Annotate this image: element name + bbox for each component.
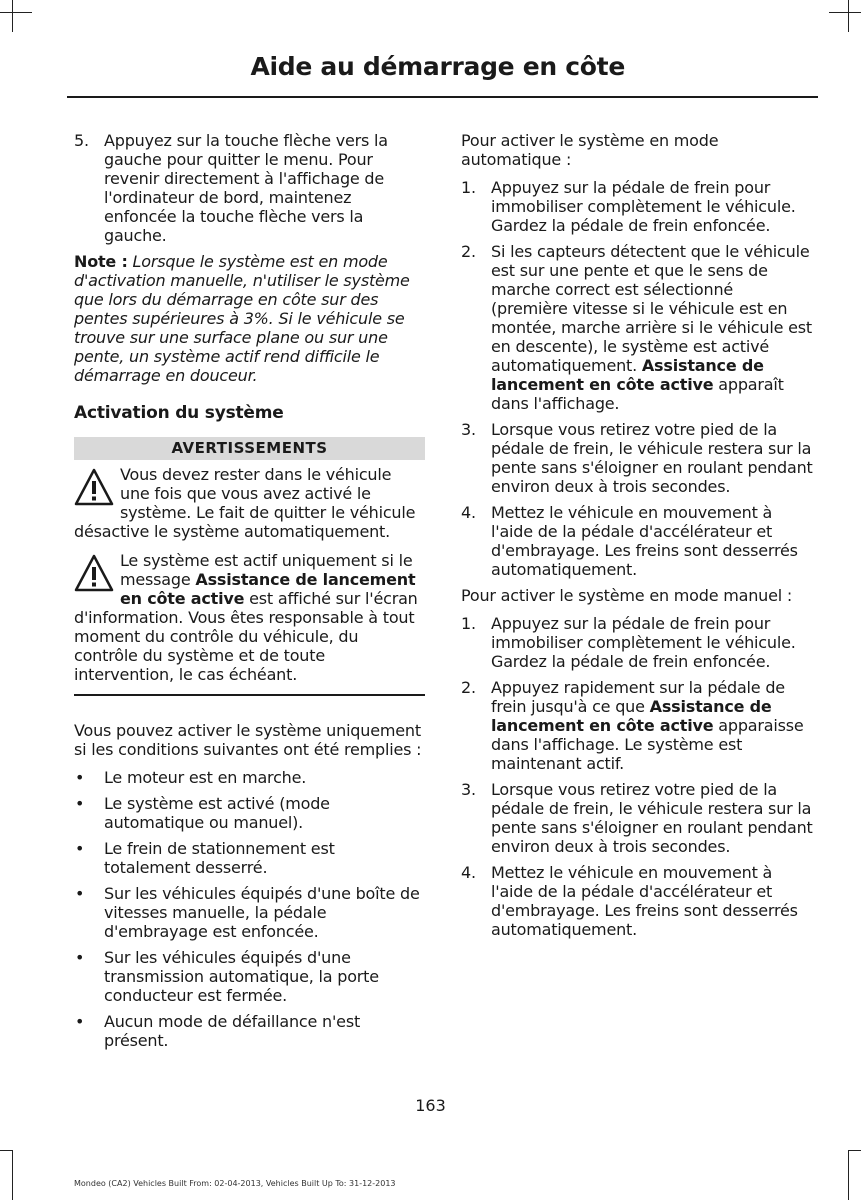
warning-item [74, 465, 425, 541]
display-message: Assistance de lancement en côte active [491, 697, 772, 735]
crop-mark-bottom-left-horizontal [0, 1150, 12, 1151]
page-title: Aide au démarrage en côte [250, 52, 625, 81]
manual-mode-intro: Pour activer le système en mode manuel : [461, 586, 793, 605]
step-number: 2. [461, 678, 476, 697]
warnings-end-rule [74, 694, 425, 696]
conditions-intro: Vous pouvez activer le système uniquement si les conditions suivantes ont été remplies : [74, 721, 422, 759]
step-item [461, 678, 813, 773]
crop-mark-top-right-horizontal [829, 12, 861, 13]
list-item [74, 768, 425, 787]
list-item [74, 884, 425, 941]
step-text: apparaît dans l'affichage. [491, 375, 784, 413]
step-text: apparaisse dans l'affichage. Le système est maintenant actif. [491, 716, 804, 773]
step-text: Mettez le véhicule en mouvement à l'aide de la pédale d'accélérateur et d'embrayage. Les freins sont desserrés automatiquement. [491, 503, 798, 579]
warning-text: Le système est actif uniquement si le message [120, 551, 413, 589]
note-text: Lorsque le système est en mode d'activation manuelle, n'utiliser le système que lors du démarrage en côte sur des pentes supérieures à 3%. Si le véhicule se trouve sur une surface plane ou sur une pente, un système actif rend difficile le démarrage en douceur. [74, 252, 410, 385]
step-item [461, 242, 813, 413]
note-label: Note : [74, 252, 128, 271]
step-text: Lorsque vous retirez votre pied de la pédale de frein, le véhicule restera sur la pente sans s'éloigner en roulant pendant environ deux à trois secondes. [491, 780, 813, 856]
step-number: 4. [461, 503, 476, 522]
bullet: • [75, 794, 85, 813]
warning-triangle-icon [74, 553, 114, 593]
list-item [74, 1012, 425, 1050]
title-rule [67, 96, 818, 98]
step-number: 1. [461, 614, 476, 633]
list-item [74, 839, 425, 877]
warning-triangle-icon [74, 467, 114, 507]
step-number: 1. [461, 178, 476, 197]
page-number: 163 [415, 1096, 446, 1115]
list-item-text: Sur les véhicules équipés d'une boîte de vitesses manuelle, la pédale d'embrayage est enfoncée. [104, 884, 420, 941]
step-text: Lorsque vous retirez votre pied de la pédale de frein, le véhicule restera sur la pente sans s'éloigner en roulant pendant environ deux à trois secondes. [491, 420, 813, 496]
step-item [461, 614, 813, 671]
footer-text: Mondeo (CA2) Vehicles Built From: 02-04-2013, Vehicles Built Up To: 31-12-2013 [74, 1179, 396, 1188]
step-item [461, 178, 813, 235]
bullet: • [75, 768, 85, 787]
list-item-text: Le frein de stationnement est totalement desserré. [104, 839, 335, 877]
right-column [461, 131, 813, 946]
list-item-text: Sur les véhicules équipés d'une transmission automatique, la porte conducteur est fermée. [104, 948, 379, 1005]
auto-mode-intro: Pour activer le système en mode automatique : [461, 131, 719, 169]
step-item [461, 420, 813, 496]
crop-mark-top-left-vertical [12, 0, 13, 32]
bullet: • [75, 884, 85, 903]
list-item-text: Le système est activé (mode automatique ou manuel). [104, 794, 330, 832]
display-message: Assistance de lancement en côte active [120, 570, 416, 608]
list-item-text: Aucun mode de défaillance n'est présent. [104, 1012, 361, 1050]
bullet: • [75, 839, 85, 858]
warnings-heading: AVERTISSEMENTS [74, 437, 425, 460]
step-text: Appuyez sur la pédale de frein pour immobiliser complètement le véhicule. Gardez la pédale de frein enfoncée. [491, 614, 796, 671]
crop-mark-bottom-left-vertical [12, 1150, 13, 1200]
step-text: Si les capteurs détectent que le véhicule est sur une pente et que le sens de marche correct est sélectionné (première vitesse si le véhicule est en montée, marche arrière si le véhicule est en descente), le système est activé automatiquement. [491, 242, 812, 375]
step-number: 5. [74, 131, 89, 150]
bullet: • [75, 1012, 85, 1031]
left-column [74, 131, 425, 1057]
step-item [74, 131, 425, 245]
step-text: Appuyez rapidement sur la pédale de frein jusqu'à ce que [491, 678, 785, 716]
step-text: Mettez le véhicule en mouvement à l'aide de la pédale d'accélérateur et d'embrayage. Les freins sont desserrés automatiquement. [491, 863, 798, 939]
list-item-text: Le moteur est en marche. [104, 768, 307, 787]
list-item [74, 794, 425, 832]
section-heading: Activation du système [74, 403, 284, 423]
step-text: Appuyez sur la touche flèche vers la gauche pour quitter le menu. Pour revenir directement à l'affichage de l'ordinateur de bord, maintenez enfoncée la touche flèche vers la gauche. [104, 131, 388, 245]
crop-mark-bottom-right-vertical [848, 1150, 849, 1200]
warning-text: est affiché sur l'écran d'information. Vous êtes responsable à tout moment du contrôle du véhicule, du contrôle du système et de toute intervention, le cas échéant. [74, 589, 418, 684]
list-item [74, 948, 425, 1005]
step-number: 3. [461, 420, 476, 439]
warning-item [74, 551, 425, 684]
step-number: 2. [461, 242, 476, 261]
step-number: 3. [461, 780, 476, 799]
note [74, 252, 425, 385]
step-item [461, 863, 813, 939]
bullet: • [75, 948, 85, 967]
step-item [461, 503, 813, 579]
step-number: 4. [461, 863, 476, 882]
warning-text: Vous devez rester dans le véhicule une fois que vous avez activé le système. Le fait de quitter le véhicule désactive le système automatiquement. [74, 465, 416, 541]
crop-mark-top-left-horizontal [0, 12, 32, 13]
crop-mark-top-right-vertical [848, 0, 849, 32]
display-message: Assistance de lancement en côte active [491, 356, 764, 394]
step-item [461, 780, 813, 856]
crop-mark-bottom-right-horizontal [849, 1150, 861, 1151]
step-text: Appuyez sur la pédale de frein pour immobiliser complètement le véhicule. Gardez la pédale de frein enfoncée. [491, 178, 796, 235]
